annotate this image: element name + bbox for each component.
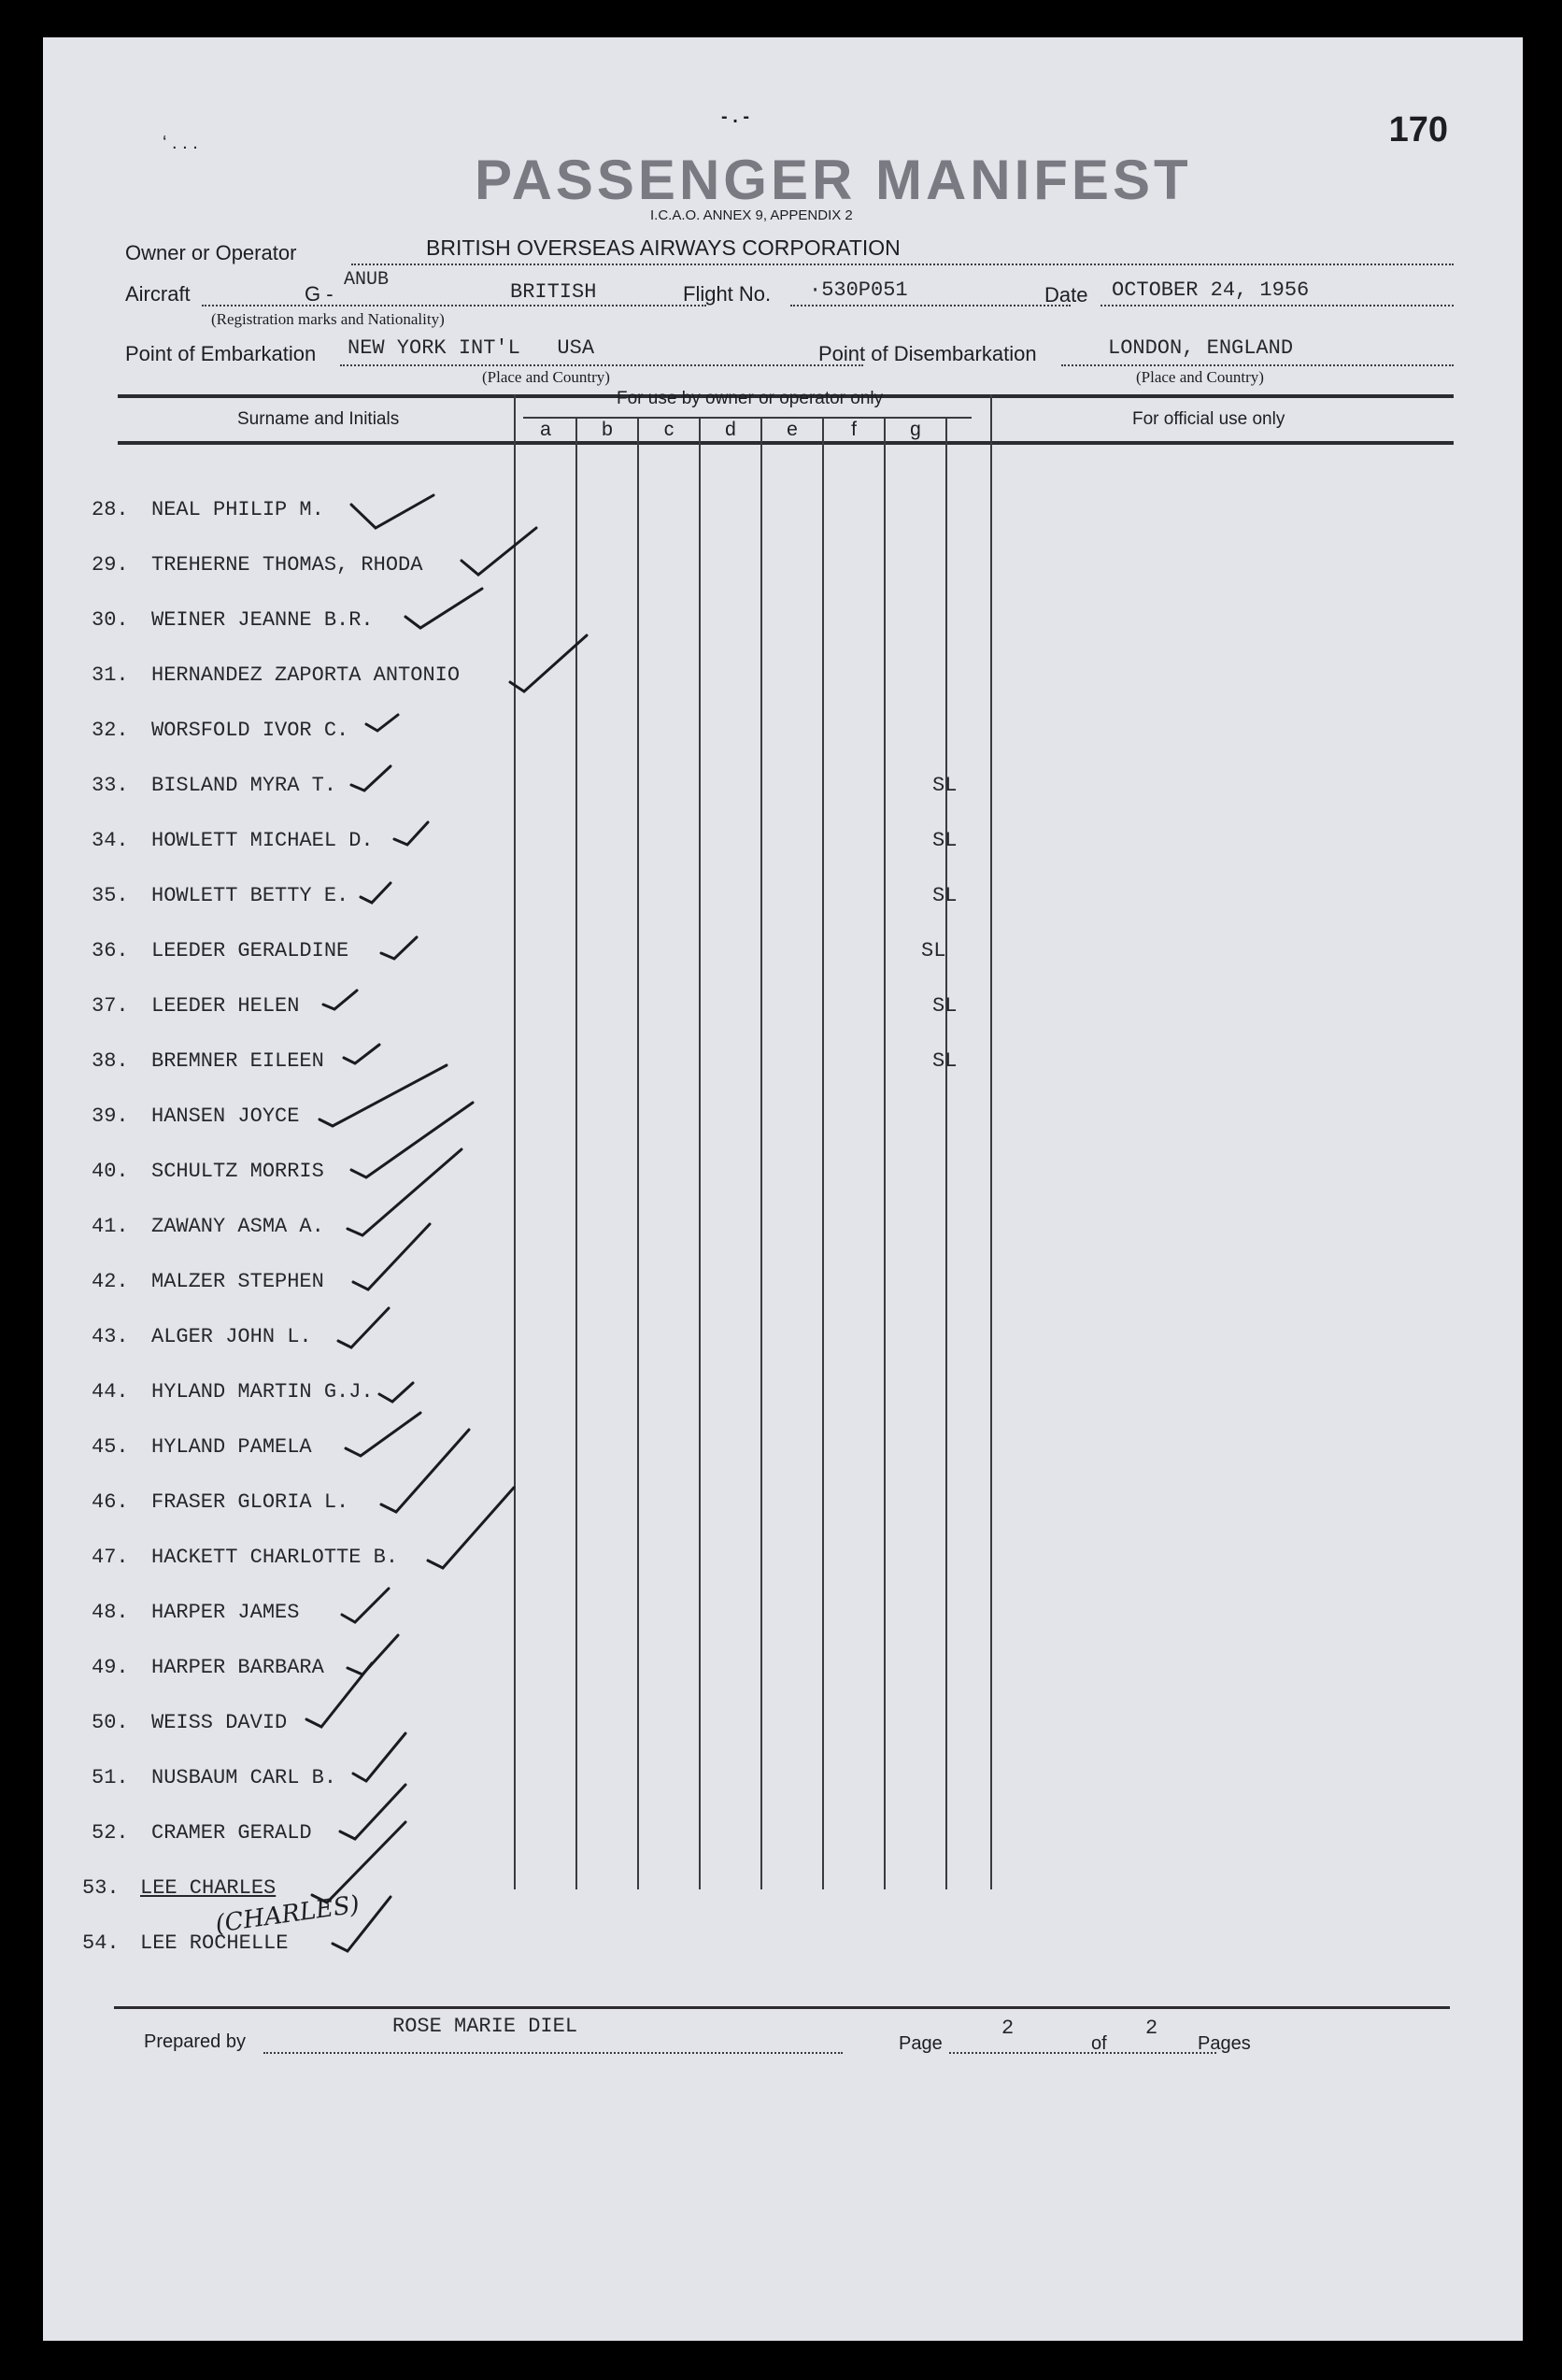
aircraft-registration: ANUB: [344, 269, 390, 291]
row-number: 52.: [92, 1821, 129, 1845]
aircraft-note: (Registration marks and Nationality): [211, 310, 445, 328]
passenger-name: HARPER BARBARA: [151, 1656, 324, 1679]
prepared-label: Prepared by: [144, 2031, 246, 2052]
aircraft-label: Aircraft: [125, 282, 191, 306]
passenger-name: HOWLETT MICHAEL D.: [151, 829, 374, 852]
top-marks: - . -: [721, 107, 749, 127]
flight-value: ·530P051: [809, 278, 908, 302]
passenger-name: WEISS DAVID: [151, 1711, 288, 1734]
passenger-name: HACKETT CHARLOTTE B.: [151, 1546, 399, 1569]
row-number: 51.: [92, 1766, 129, 1789]
aircraft-prefix: G -: [305, 282, 334, 306]
row-number: 46.: [92, 1490, 129, 1514]
row-number: 45.: [92, 1435, 129, 1459]
date-value: OCTOBER 24, 1956: [1112, 278, 1310, 302]
document-subtitle: I.C.A.O. ANNEX 9, APPENDIX 2: [650, 207, 853, 223]
column-g-value: SL: [921, 939, 946, 962]
official-use-header: For official use only: [1132, 409, 1285, 429]
row-number: 35.: [92, 884, 129, 907]
row-number: 50.: [92, 1711, 129, 1734]
date-label: Date: [1044, 283, 1088, 306]
row-number: 53.: [82, 1876, 120, 1900]
column-g-value: SL: [932, 994, 958, 1018]
pages-label: Pages: [1198, 2033, 1251, 2054]
passenger-name: HERNANDEZ ZAPORTA ANTONIO: [151, 663, 461, 687]
row-number: 38.: [92, 1049, 129, 1073]
column-g-value: SL: [932, 829, 958, 852]
document-title: PASSENGER MANIFEST: [475, 149, 1192, 211]
row-number: 44.: [92, 1380, 129, 1404]
passenger-name: LEEDER HELEN: [151, 994, 300, 1018]
column-g-value: SL: [932, 1049, 958, 1073]
prepared-value: ROSE MARIE DIEL: [392, 2015, 578, 2038]
column-a-header: a: [540, 419, 551, 440]
handwritten-note: (CHARLES): [213, 1890, 362, 1939]
column-e-header: e: [787, 419, 798, 440]
passenger-name: WEINER JEANNE B.R.: [151, 608, 374, 632]
passenger-name: NEAL PHILIP M.: [151, 498, 324, 521]
passenger-name: MALZER STEPHEN: [151, 1270, 324, 1293]
passenger-name: WORSFOLD IVOR C.: [151, 719, 349, 742]
embarkation-value: NEW YORK INT'L USA: [348, 336, 595, 360]
row-number: 30.: [92, 608, 129, 632]
row-number: 49.: [92, 1656, 129, 1679]
check-marks: [43, 37, 1523, 2341]
passenger-name: SCHULTZ MORRIS: [151, 1160, 324, 1183]
row-number: 43.: [92, 1325, 129, 1348]
passenger-name: NUSBAUM CARL B.: [151, 1766, 337, 1789]
disembarkation-label: Point of Disembarkation: [818, 342, 1037, 365]
passenger-name: HOWLETT BETTY E.: [151, 884, 349, 907]
disembarkation-note: (Place and Country): [1136, 368, 1264, 386]
row-number: 48.: [92, 1601, 129, 1624]
row-number: 47.: [92, 1546, 129, 1569]
row-number: 28.: [92, 498, 129, 521]
passenger-name: ZAWANY ASMA A.: [151, 1215, 324, 1238]
column-f-header: f: [851, 419, 857, 440]
name-column-header: Surname and Initials: [237, 409, 400, 429]
passenger-name: BREMNER EILEEN: [151, 1049, 324, 1073]
passenger-name: LEE CHARLES: [140, 1876, 277, 1900]
page-number: 170: [1388, 110, 1448, 150]
manifest-sheet: [43, 37, 1523, 2341]
column-g-value: SL: [932, 774, 958, 797]
passenger-name: LEEDER GERALDINE: [151, 939, 349, 962]
passenger-name: ALGER JOHN L.: [151, 1325, 312, 1348]
column-d-header: d: [725, 419, 736, 440]
embarkation-label: Point of Embarkation: [125, 342, 317, 365]
flight-label: Flight No.: [683, 282, 772, 306]
total-pages: 2: [1145, 2017, 1158, 2040]
of-label: of: [1091, 2033, 1107, 2054]
passenger-name: BISLAND MYRA T.: [151, 774, 337, 797]
passenger-name: HARPER JAMES: [151, 1601, 300, 1624]
row-number: 33.: [92, 774, 129, 797]
row-number: 54.: [82, 1931, 120, 1955]
column-g-value: SL: [932, 884, 958, 907]
page-value: 2: [1001, 2017, 1015, 2040]
column-g-header: g: [910, 419, 921, 440]
disembarkation-value: LONDON, ENGLAND: [1108, 336, 1294, 360]
column-b-header: b: [602, 419, 613, 440]
row-number: 41.: [92, 1215, 129, 1238]
passenger-name: HANSEN JOYCE: [151, 1104, 300, 1128]
row-number: 40.: [92, 1160, 129, 1183]
owner-use-header: For use by owner or operator only: [617, 389, 884, 408]
passenger-name: FRASER GLORIA L.: [151, 1490, 349, 1514]
embarkation-note: (Place and Country): [482, 368, 610, 386]
passenger-name: HYLAND MARTIN G.J.: [151, 1380, 374, 1404]
column-c-header: c: [663, 419, 674, 440]
passenger-name: LEE ROCHELLE: [140, 1931, 289, 1955]
passenger-name: HYLAND PAMELA: [151, 1435, 312, 1459]
row-number: 29.: [92, 553, 129, 577]
corner-marks: ‘ . . .: [163, 133, 198, 153]
row-number: 34.: [92, 829, 129, 852]
row-number: 39.: [92, 1104, 129, 1128]
owner-label: Owner or Operator: [125, 241, 297, 264]
aircraft-nationality: BRITISH: [510, 280, 597, 304]
passenger-name: TREHERNE THOMAS, RHODA: [151, 553, 423, 577]
row-number: 31.: [92, 663, 129, 687]
row-number: 42.: [92, 1270, 129, 1293]
owner-value: BRITISH OVERSEAS AIRWAYS CORPORATION: [426, 235, 901, 260]
page-label: Page: [899, 2033, 943, 2054]
footer-rule: [114, 2006, 1450, 2009]
row-number: 37.: [92, 994, 129, 1018]
passenger-name: CRAMER GERALD: [151, 1821, 312, 1845]
row-number: 32.: [92, 719, 129, 742]
row-number: 36.: [92, 939, 129, 962]
